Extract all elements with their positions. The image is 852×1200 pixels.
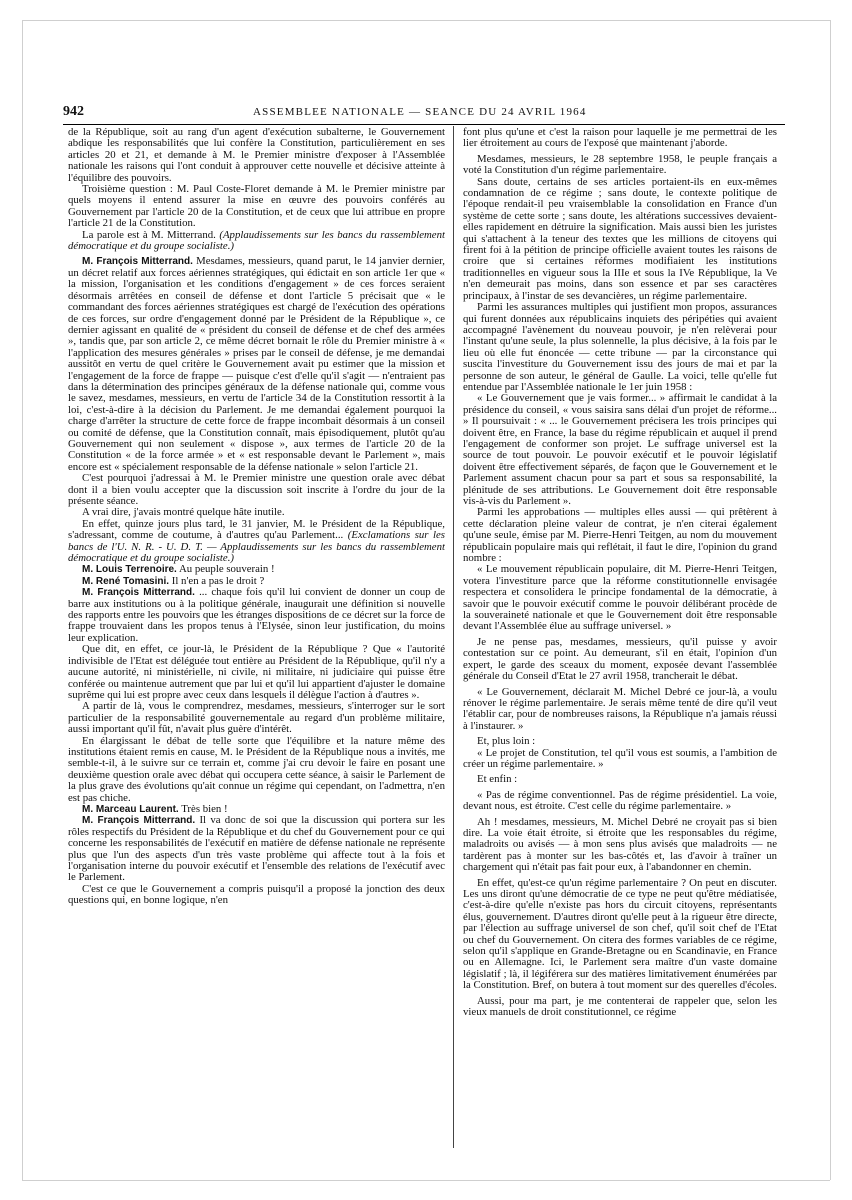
speech: [68, 815, 445, 883]
scan-edge: [830, 20, 831, 1180]
speech-text: Mesdames, messieurs, quand parut, le 14 janvier dernier, un décret relatif aux forces aériennes stratégiques, qui édictait en son article 1er que « la mission, l'organisation et les conditions d'engagement » de ces forces seraient désormais arrêtées en conseil de défense et dont l'article 5 précisait que « le commandant des forces aériennes stratégiques est chargé de l'exécution des opérations de ces forces, sur ordre d'engagement donné par le Président de la République », ce dernier agissant en qualité de « président du conseil de défense et de chef des armées », tandis que, par son article 2, ce même décret bornait le rôle du Premier ministre à « l'application des mesures générales » prises par le conseil de défense, je me demandai aussitôt en vertu de quel critère le Gouvernement avait pu estimer que la mission et l'engagement de la force de frappe — puisque c'est d'elle qu'il s'agit — n'entraient pas dans la détermination des principes généraux de la défense nationale qui, comme vous le savez, mesdames, messieurs, en vertu de l'article 34 de la Constitution ressortit à la loi, c'est-à-dire à la décision du Parlement. Je me demandai également pourquoi la charge d'arrêter la structure de cette force de frappe incombait désormais à un conseil ou comité de défense, que la Constitution connaît, mais épisodiquement, plutôt qu'au Gouvernement qui non seulement « dispose », aux termes de l'article 20 de la Constitution « de la force armée » et « est responsable devant le Parlement », mais encore est « spécialement responsable de la défense nationale » selon l'article 21.: [68, 255, 445, 473]
scan-edge: [22, 1180, 830, 1181]
stage-direction: (Exclamations sur les bancs de l'U. N. R. - U. D. T. — Applaudissements sur les bancs du rassemblement démocratique et du groupe socialiste.): [68, 529, 445, 565]
paragraph: Mesdames, messieurs, le 28 septembre 1958, le peuple français a voté la Constitution d'un régime parlementaire.: [463, 152, 777, 177]
page-number: 942: [63, 104, 84, 119]
speech-text: ... chaque fois qu'il lui convient de donner un coup de barre aux institutions ou à la politique générale, inaugurait une définition si nouvelle des rapports entre les pouvoirs que les étranges dispositions de ce décret sur la force de frappe trouvaient dans les propos tenus à l'Elysée, sinon leur justification, du moins leur explication.: [68, 586, 445, 644]
speech-text: Au peuple souverain !: [178, 563, 275, 576]
speaker-name: M. François Mitterrand.: [82, 256, 193, 268]
speaker-name: M. François Mitterrand.: [82, 587, 195, 599]
speaker-name: M. Marceau Laurent.: [82, 803, 179, 815]
stage-direction: (Applaudissements sur les bancs du rassemblement démocratique et du groupe socialiste.): [68, 228, 445, 253]
quotation: « Le mouvement républicain populaire, dit M. Pierre-Henri Teitgen, votera l'investiture parce que la réforme constitutionnelle envisagée respectera et consolidera le principe fondamental de la démocratie, à savoir que le pouvoir exécutif comme le pouvoir délibérant procède de la souveraineté nationale et que le Gouvernement doit être responsable devant l'Assemblée élue au suffrage universel. »: [463, 563, 777, 633]
speech-text: Il va donc de soi que la discussion qui portera sur les rôles respectifs du Président de la République et du chef du Gouvernement pour ce qui concerne les responsabilités de l'exécutif en matière de défense nationale ne représente plus que l'un des aspects d'un très vaste problème qui affecte tout à la fois et l'organisation interne du pouvoir exécutif et l'ensemble des relations de l'exécutif avec le Parlement.: [68, 814, 445, 884]
running-head: ASSEMBLEE NATIONALE — SEANCE DU 24 AVRIL 1964: [253, 106, 587, 118]
paragraph: Troisième question : M. Paul Coste-Floret demande à M. le Premier ministre par quels moyens il entend assurer la mise en œuvre des pouvoirs conférés au Gouvernement par l'article 20 de la Constitution, et de ceux que lui attribue en propre l'article 21 de la Constitution.: [68, 183, 445, 230]
speech-text: Très bien !: [181, 802, 228, 815]
paragraph: Parmi les approbations — multiples elles aussi — qui prêtèrent à cette déclaration pleine valeur de contrat, je n'en citerai également qu'une seule, émise par M. Pierre-Henri Teitgen, au nom du mouvement républicain populaire mais qui reflétait, il faut le dire, l'opinion du grand nombre :: [463, 506, 777, 565]
speaker-name: M. Louis Terrenoire.: [82, 564, 177, 576]
header-rule: [63, 124, 785, 125]
paragraph: Et enfin :: [477, 773, 518, 786]
speech-text: Il n'en a pas le droit ?: [171, 574, 265, 587]
text: La parole est à M. Mitterrand.: [82, 228, 216, 241]
speech: [68, 587, 445, 644]
quotation: « Le Gouvernement, déclarait M. Michel Debré ce jour-là, a voulu rénover le régime parlementaire. Je serais même tenté de dire qu'il veut l'établir car, pour de nombreuses raisons, la République n'a jamais réussi à l'instaurer. »: [463, 685, 777, 732]
paragraph: A vrai dire, j'avais montré quelque hâte inutile.: [82, 506, 285, 519]
paragraph: Et, plus loin :: [477, 735, 536, 748]
quotation: « Le Gouvernement que je vais former... » affirmait le candidat à la présidence du conseil, « vous saisira sans délai d'un projet de réforme... » Il poursuivait : « ... le Gouvernement précisera les trois principes qui doivent être, en France, la base du régime républicain et auquel il prend l'engagement de conformer son projet. Le suffrage universel est la source de tout pouvoir. Le pouvoir exécutif et le pouvoir législatif doivent être effectivement séparés, de façon que le Gouvernement et le Parlement assument chacun pour sa part et sous sa responsabilité, la plénitude de ses attributions. Le Gouvernement doit être responsable vis-à-vis du Parlement ».: [463, 392, 777, 507]
paragraph: Je ne pense pas, mesdames, messieurs, qu'il puisse y avoir contestation sur ce point. Au demeurant, s'il en était, l'opinion d'un expert, le garde des sceaux du moment, exposée devant l'assemblée générale du Conseil d'Etat le 27 avril 1958, trancherait le débat.: [463, 635, 777, 683]
paragraph: En effet, qu'est-ce qu'un régime parlementaire ? On peut en discuter. Les uns diront qu'une démocratie de ce type ne peut qu'être médiatisée, c'est-à-dire qu'elle n'existe pas hors du circuit citoyens, représentants élus, gouvernement. D'autres diront qu'elle peut à la rigueur être directe, par l'élection au suffrage universel de son chef, qu'il soit chef de l'Etat ou chef du Gouvernement. On citera des formes variables de ce régime, selon qu'il s'applique en Grande-Bretagne ou en Scandinavie, en France ou en Allemagne. Ici, le Parlement sera maître d'un vaste domaine législatif ; là, il légiférera sur des matières limitativement énumérées par la Constitution. Bref, on butera à tout moment sur des querelles d'écoles.: [463, 876, 777, 992]
paragraph: En élargissant le débat de telle sorte que l'équilibre et la nature même des institutions étaient remis en cause, M. le Président de la République nous a invités, me semble-t-il, à le suivre sur ce terrain et, comme j'ai cru devoir le faire en posant une deuxième question orale avec débat qui occupera cette séance, à saisir le Parlement de la plus grave des évolutions qu'ait connue un régime qui cependant, on l'admettra, n'en est pas chiche.: [68, 734, 445, 804]
left-column: [68, 127, 445, 1149]
paragraph: Aussi, pour ma part, je me contenterai de rappeler que, selon les vieux manuels de droit constitutionnel, ce régime: [463, 994, 777, 1019]
column-divider: [453, 126, 454, 1148]
scan-edge: [22, 20, 830, 21]
paragraph: font plus qu'une et c'est la raison pour laquelle je me permettrai de les lier étroitement au cours de l'exposé que maintenant j'aborde.: [463, 127, 777, 150]
paragraph: Sans doute, certains de ses articles portaient-ils en eux-mêmes condamnation de ce régime ; sans doute, le contexte politique de l'époque rendait-il peu vraisemblable la consolidation en France d'un système de cette sorte ; sans doute, les altérations successives devaient-elles rapidement en détruire la signification. Mais aussi bien les juristes qui s'attachent à la teneur des textes que les millions de citoyens qui firent foi à la pétition de principe officielle avaient toutes les raisons de croire que si certaines réformes modifiaient les institutions traditionnelles en vigueur sous la IIIe et sous la IVe République, la Ve n'en demeurait pas moins, dans son essence et par ses caractères principaux, à l'instar de ses devancières, un régime parlementaire.: [463, 175, 777, 302]
paragraph: Ah ! mesdames, messieurs, M. Michel Debré ne croyait pas si bien dire. La voie était étroite, si étroite que les responsables du régime, maladroits ou avisés — à mon sens plus avisés que maladroits — ne tardèrent pas à monter sur les bas-côtés et, las d'avoir à traîner un chargement qui n'était pas fait pour eux, à l'abandonner en chemin.: [463, 815, 777, 874]
paragraph: Que dit, en effet, ce jour-là, le Président de la République ? Que « l'autorité indivisible de l'Etat est déléguée tout entière au Président de la République, qu'il n'y a aucune autorité, ni ministérielle, ni civile, ni militaire, ni judiciaire qui puisse être conférée ou maintenue autrement que par lui et qu'il lui appartient d'ajuster le domaine suprême qui lui est propre avec ceux dans lesquels il délègue l'action à d'autres ».: [68, 643, 445, 701]
speaker-name: M. René Tomasini.: [82, 575, 170, 587]
quotation: « Pas de régime conventionnel. Pas de régime présidentiel. La voie, devant nous, est étroite. C'est celle du régime parlementaire. »: [463, 788, 777, 813]
text: En effet, quinze jours plus tard, le 31 janvier, M. le Président de la République, s'adressant, comme de coutume, à d'autres qu'au Parlement...: [68, 517, 445, 542]
speaker-name: M. François Mitterrand.: [82, 815, 196, 827]
scan-edge: [22, 20, 23, 1180]
speech: [68, 256, 445, 473]
right-column: [463, 127, 777, 1149]
paragraph: [68, 519, 445, 565]
paragraph: de la République, soit au rang d'un agent d'exécution subalterne, le Gouvernement abdique les responsabilités que lui confère la Constitution, particulièrement en ses articles 20 et 21, et demande à M. le Premier ministre d'exposer à l'Assemblée nationale les raisons qui l'ont conduit à approuver cette nouvelle et décisive atteinte à l'équilibre des pouvoirs.: [68, 127, 445, 184]
paragraph: A partir de là, vous le comprendrez, mesdames, messieurs, s'interroger sur le sort particulier de la responsabilité gouvernementale au regard d'un problème militaire, aussi important qu'il fût, n'avait plus guère d'intérêt.: [68, 700, 445, 736]
paragraph: C'est pourquoi j'adressai à M. le Premier ministre une question orale avec débat dont il a bien voulu accepter que la discussion soit inscrite à l'ordre du jour de la présente séance.: [68, 472, 445, 507]
page-header: [63, 104, 785, 122]
paragraph: Parmi les assurances multiples qui justifient mon propos, assurances qui furent données aux républicains inquiets des péripéties qui avaient accompagné l'avènement du nouveau pouvoir, je n'en relèverai pour l'instant qu'une seule, la plus solennelle, la plus décisive, à la fois par le lieu où elle fut énoncée — cette tribune — par la circonstance qui suscita l'investiture du Gouvernement issu des jours de mai et par la personne de son auteur, le général de Gaulle. La voici, telle qu'elle fut entendue par l'Assemblée nationale le 1er juin 1958 :: [463, 301, 777, 393]
paragraph: C'est ce que le Gouvernement a compris puisqu'il a proposé la jonction des deux questions qui, en bonne logique, n'en: [68, 882, 445, 907]
paragraph: [68, 230, 445, 253]
quotation: « Le projet de Constitution, tel qu'il vous est soumis, a l'ambition de créer un régime parlementaire. »: [463, 746, 777, 770]
